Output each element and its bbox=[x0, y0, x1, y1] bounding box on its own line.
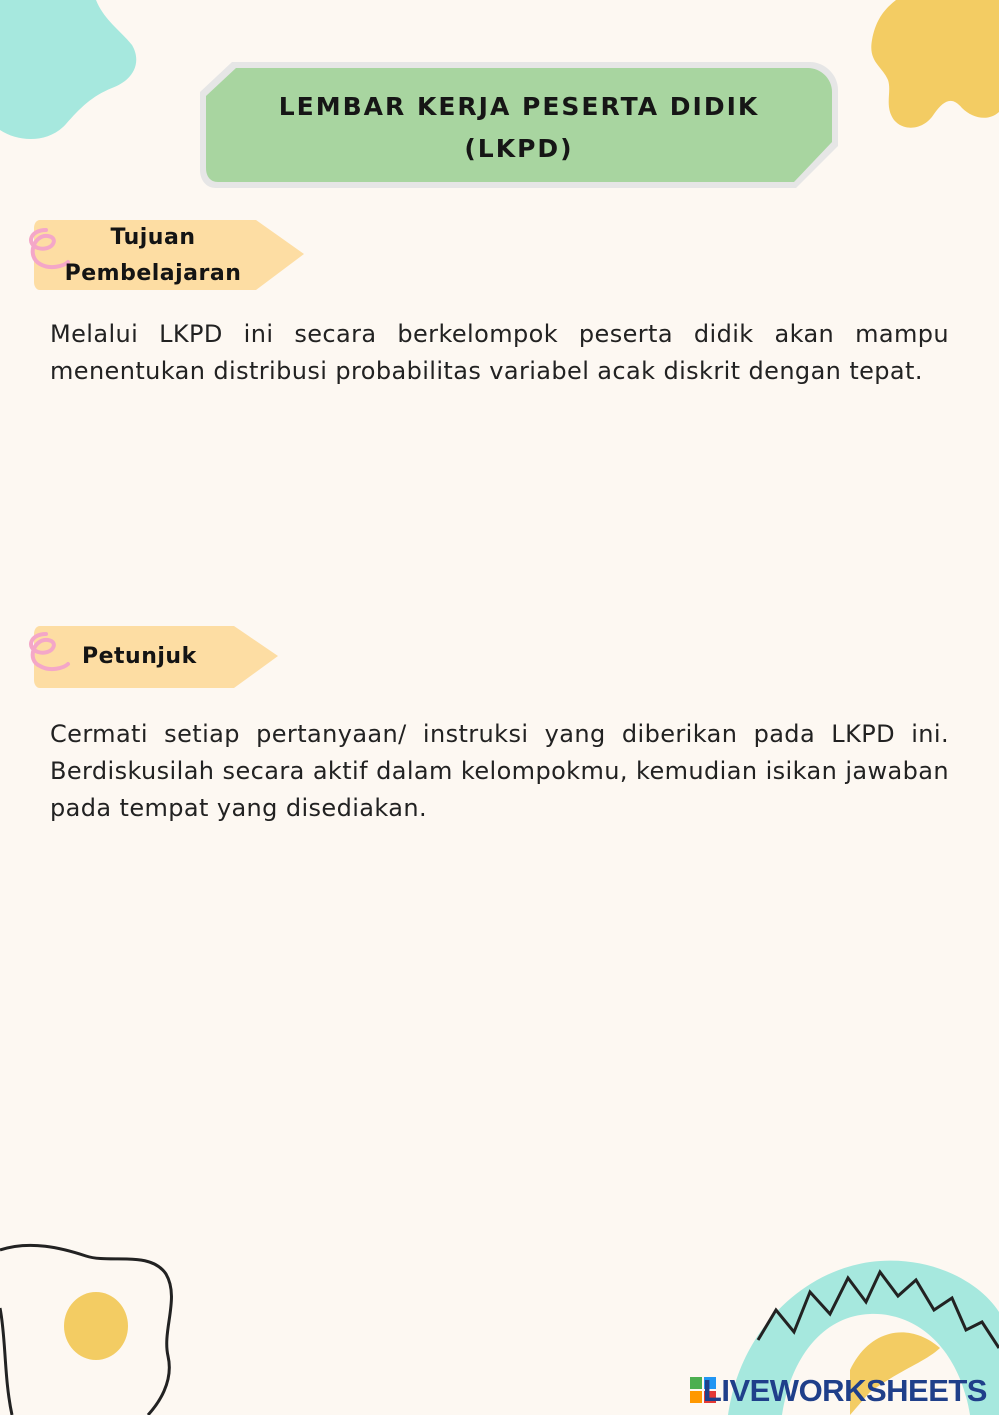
tag-tujuan-pembelajaran bbox=[24, 216, 306, 294]
section-heading: Petunjuk bbox=[82, 644, 197, 669]
watermark-text: LIVEWORKSHEETS bbox=[702, 1373, 987, 1408]
section-heading-line-1: Tujuan bbox=[110, 225, 196, 250]
title-line-2: (LKPD) bbox=[464, 134, 574, 163]
egg-doodle-bottom-left bbox=[0, 1238, 180, 1415]
page-title bbox=[196, 86, 842, 170]
section-heading-line-2: Pembelajaran bbox=[64, 261, 242, 286]
yellow-blob-top-right bbox=[868, 0, 999, 132]
teal-blob-top-left bbox=[0, 0, 140, 145]
title-line-1: LEMBAR KERJA PESERTA DIDIK bbox=[278, 92, 760, 121]
tag-petunjuk bbox=[24, 624, 282, 692]
learning-objective-text: Melalui LKPD ini secara berkelompok peserta didik akan mampu menentukan distribusi probabilitas variabel acak diskrit dengan tepat. bbox=[50, 320, 949, 385]
section-heading bbox=[54, 220, 252, 292]
instructions-text: Cermati setiap pertanyaan/ instruksi yang diberikan pada LKPD ini. Berdiskusilah secara aktif dalam kelompokmu, kemudian isikan jawaban pada tempat yang disediakan. bbox=[50, 720, 949, 822]
title-banner bbox=[196, 58, 842, 192]
